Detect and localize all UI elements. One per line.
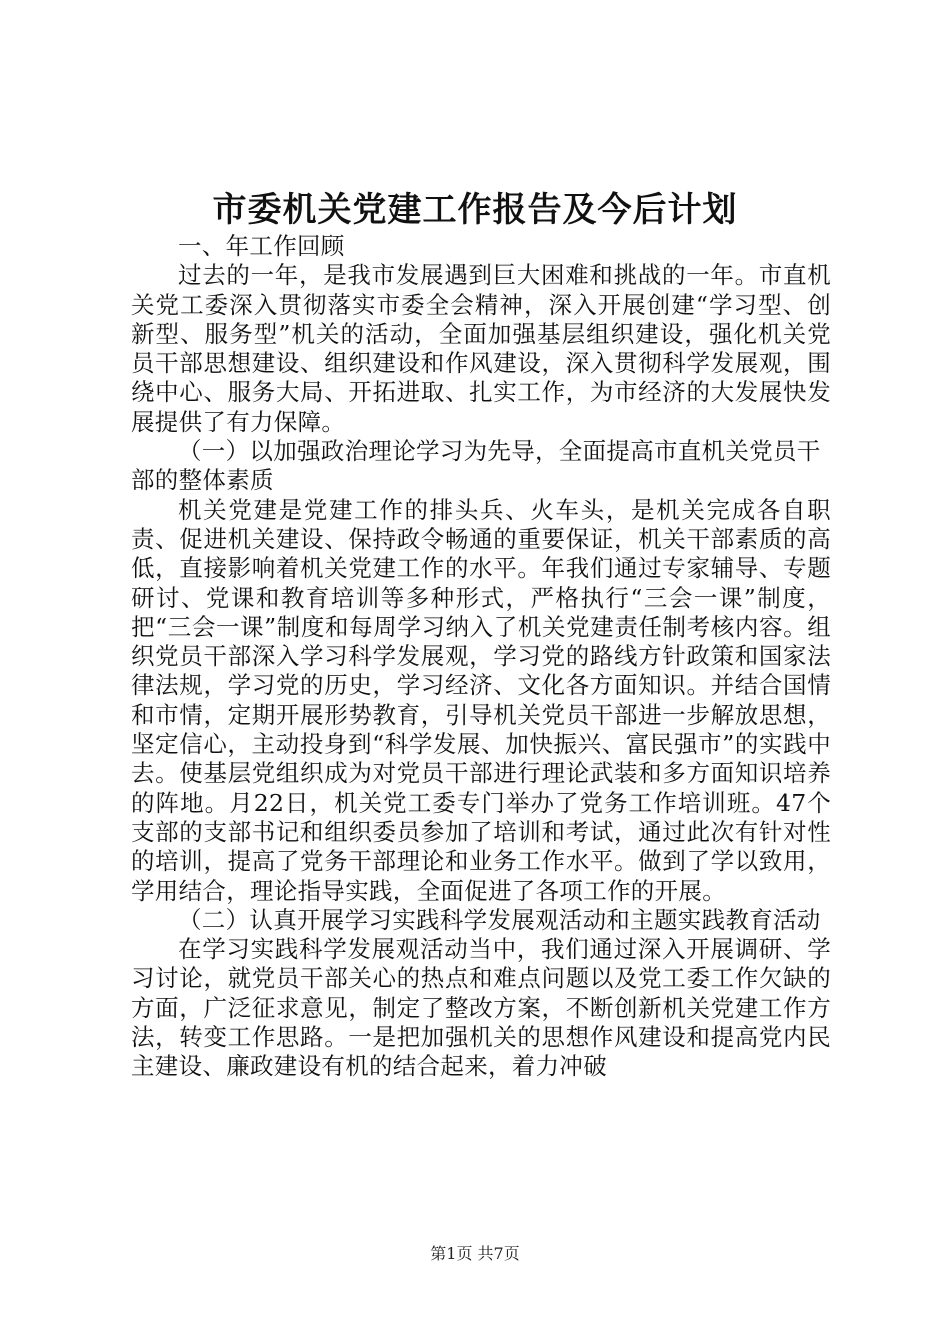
- body-paragraph: 机关党建是党建工作的排头兵、火车头，是机关完成各自职责、促进机关建设、保持政令畅通的重要保证，机关干部素质的高低，直接影响着机关党建工作的水平。年我们通过专家辅导、专题研讨、党课和教育培训等多种形式，严格执行“三会一课”制度，把“三会一课”制度和每周学习纳入了机关党建责任制考核内容。组织党员干部深入学习科学发展观，学习党的路线方针政策和国家法律法规，学习党的历史，学习经济、文化各方面知识。并结合国情和市情，定期开展形势教育，引导机关党员干部进一步解放思想，坚定信心，主动投身到“科学发展、加快振兴、富民强市”的实践中去。使基层党组织成为对党员干部进行理论武装和多方面知识培养的阵地。月22日，机关党工委专门举办了党务工作培训班。47个支部的支部书记和组织委员参加了培训和考试，通过此次有针对性的培训，提高了党务干部理论和业务工作水平。做到了学以致用，学用结合，理论指导实践，全面促进了各项工作的开展。: [131, 495, 831, 905]
- section-heading: 一、年工作回顾: [178, 232, 345, 260]
- body-paragraph: 在学习实践科学发展观活动当中，我们通过深入开展调研、学习讨论，就党员干部关心的热点和难点问题以及党工委工作欠缺的方面，广泛征求意见，制定了整改方案，不断创新机关党建工作方法，转变工作思路。一是把加强机关的思想作风建设和提高党内民主建设、廉政建设有机的结合起来，着力冲破: [131, 935, 831, 1081]
- document-body: [131, 232, 831, 1082]
- section-heading: （二）认真开展学习实践科学发展观活动和主题实践教育活动: [178, 905, 821, 934]
- document-title: 市委机关党建工作报告及今后计划: [212, 190, 738, 230]
- section-heading: （一）以加强政治理论学习为先导，全面提高市直机关党员干部的整体素质: [131, 437, 821, 495]
- body-paragraph: 过去的一年，是我市发展遇到巨大困难和挑战的一年。市直机关党工委深入贯彻落实市委全会精神，深入开展创建“学习型、创新型、服务型”机关的活动，全面加强基层组织建设，强化机关党员干部思想建设、组织建设和作风建设，深入贯彻科学发展观，围绕中心、服务大局、开拓进取、扎实工作，为市经济的大发展快发展提供了有力保障。: [131, 261, 831, 436]
- page-number-footer: 第1页 共7页: [430, 1244, 520, 1263]
